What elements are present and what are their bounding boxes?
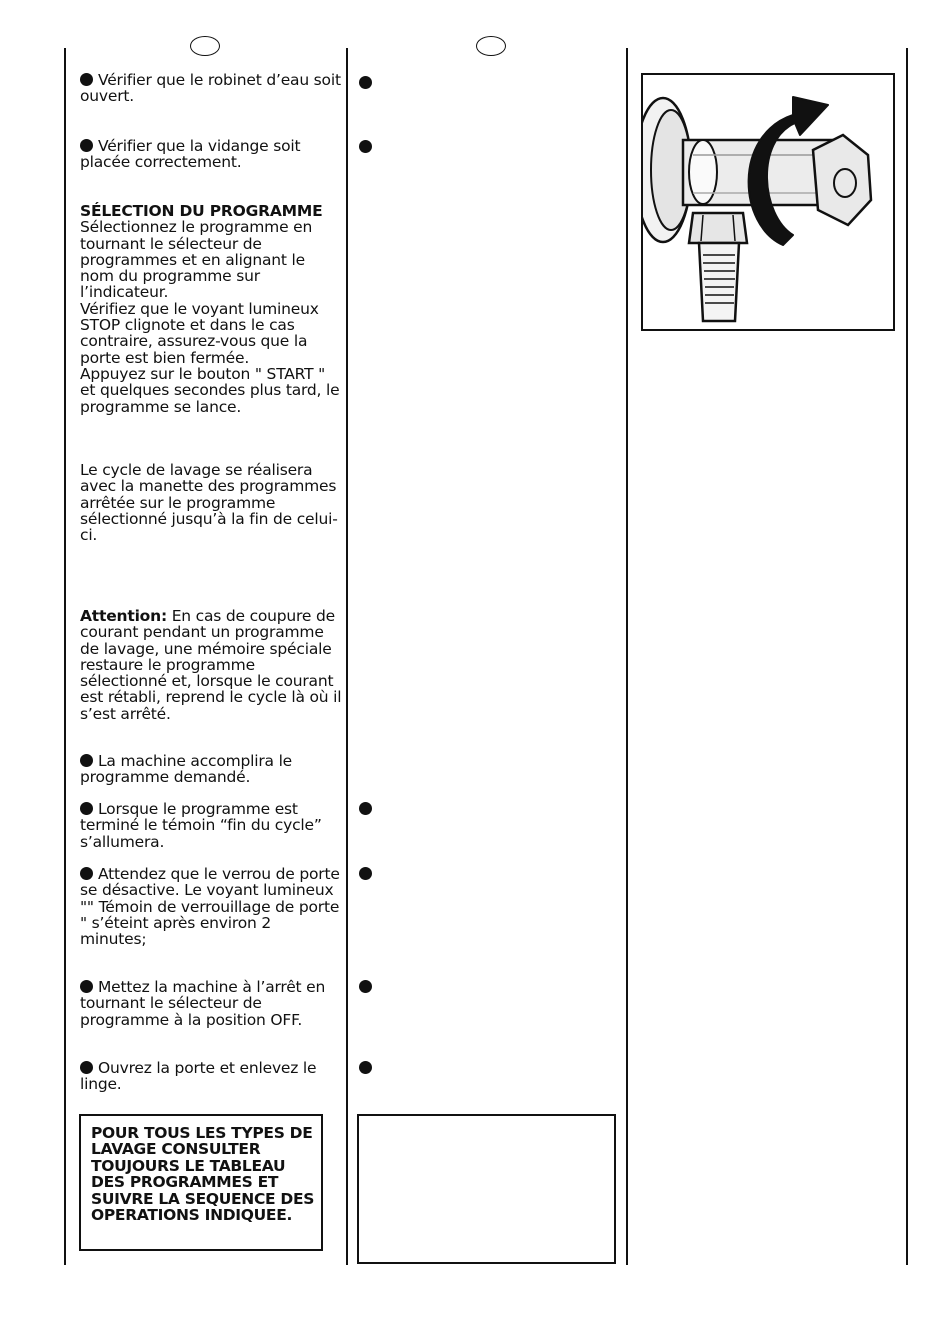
bullet-icon: [80, 980, 93, 993]
language-marker-circle: [190, 36, 220, 56]
language-marker-circle: [476, 36, 506, 56]
notice-box: [79, 1114, 323, 1251]
bullet-lock: Attendez que le verrou de porte se désactive. Le voyant lumineux "" Témoin de verrouillage de porte " s’éteint après environ 2 minutes;: [80, 865, 340, 949]
column-divider-middle: [346, 48, 348, 1265]
bullet-icon: [80, 73, 93, 86]
bullet-icon: [80, 1061, 93, 1074]
selection-title: SÉLECTION DU PROGRAMME: [80, 202, 323, 220]
bullet-icon: [359, 76, 372, 89]
attention-label: Attention:: [80, 607, 167, 625]
bullet-icon: [359, 980, 372, 993]
bullet-icon: [80, 754, 93, 767]
column-divider-left: [64, 48, 66, 1265]
notice-text: POUR TOUS LES TYPES DE LAVAGE CONSULTER TOUJOURS LE TABLEAU DES PROGRAMMES ET SUIVRE LA SEQUENCE DES OPERATIONS INDIQUEE.: [91, 1124, 315, 1225]
bullet-icon: [359, 802, 372, 815]
bullet-end: Lorsque le programme est terminé le témoin “fin du cycle” s’allumera.: [80, 800, 322, 851]
column-divider-far-right: [906, 48, 908, 1265]
bullet-off: Mettez la machine à l’arrêt en tournant le sélecteur de programme à la position OFF.: [80, 978, 326, 1029]
selection-text: Sélectionnez le programme en tournant le sélecteur de programmes et en alignant le nom du programme sur l’indicateur.: [80, 218, 313, 302]
bullet-icon: [359, 867, 372, 880]
stop-text: Vérifiez que le voyant lumineux STOP clignote et dans le cas contraire, assurez-vous que la porte est bien fermée.: [80, 299, 319, 367]
bullet-icon: [359, 1061, 372, 1074]
cycle-text: Le cycle de lavage se réalisera avec la manette des programmes arrêtée sur le programme sélectionné jusqu’à la fin de celui-ci.: [80, 461, 338, 545]
water-tap-illustration: [641, 73, 895, 331]
attention-note: Attention: En cas de coupure de courant pendant un programme de lavage, une mémoire spéciale restaure le programme sélectionné et, lorsque le courant est rétabli, reprend le cycle là où il s’est arrêté.: [80, 607, 342, 723]
bullet-icon: [80, 139, 93, 152]
bullet-machine: La machine accomplira le programme demandé.: [80, 752, 293, 787]
start-text: Appuyez sur le bouton " START " et quelques secondes plus tard, le programme se lance.: [80, 364, 340, 416]
check-drain-item: Vérifier que la vidange soit placée correctement.: [80, 137, 301, 172]
tap-turn-arrow-icon: [643, 75, 893, 329]
bullet-icon: [80, 802, 93, 815]
column-divider-right: [626, 48, 628, 1265]
notice-box-empty: [357, 1114, 616, 1264]
bullet-icon: [359, 140, 372, 153]
check-tap-item: Vérifier que le robinet d’eau soit ouvert.: [80, 71, 341, 106]
bullet-open: Ouvrez la porte et enlevez le linge.: [80, 1059, 317, 1094]
bullet-icon: [80, 867, 93, 880]
selection-section: [80, 203, 342, 415]
